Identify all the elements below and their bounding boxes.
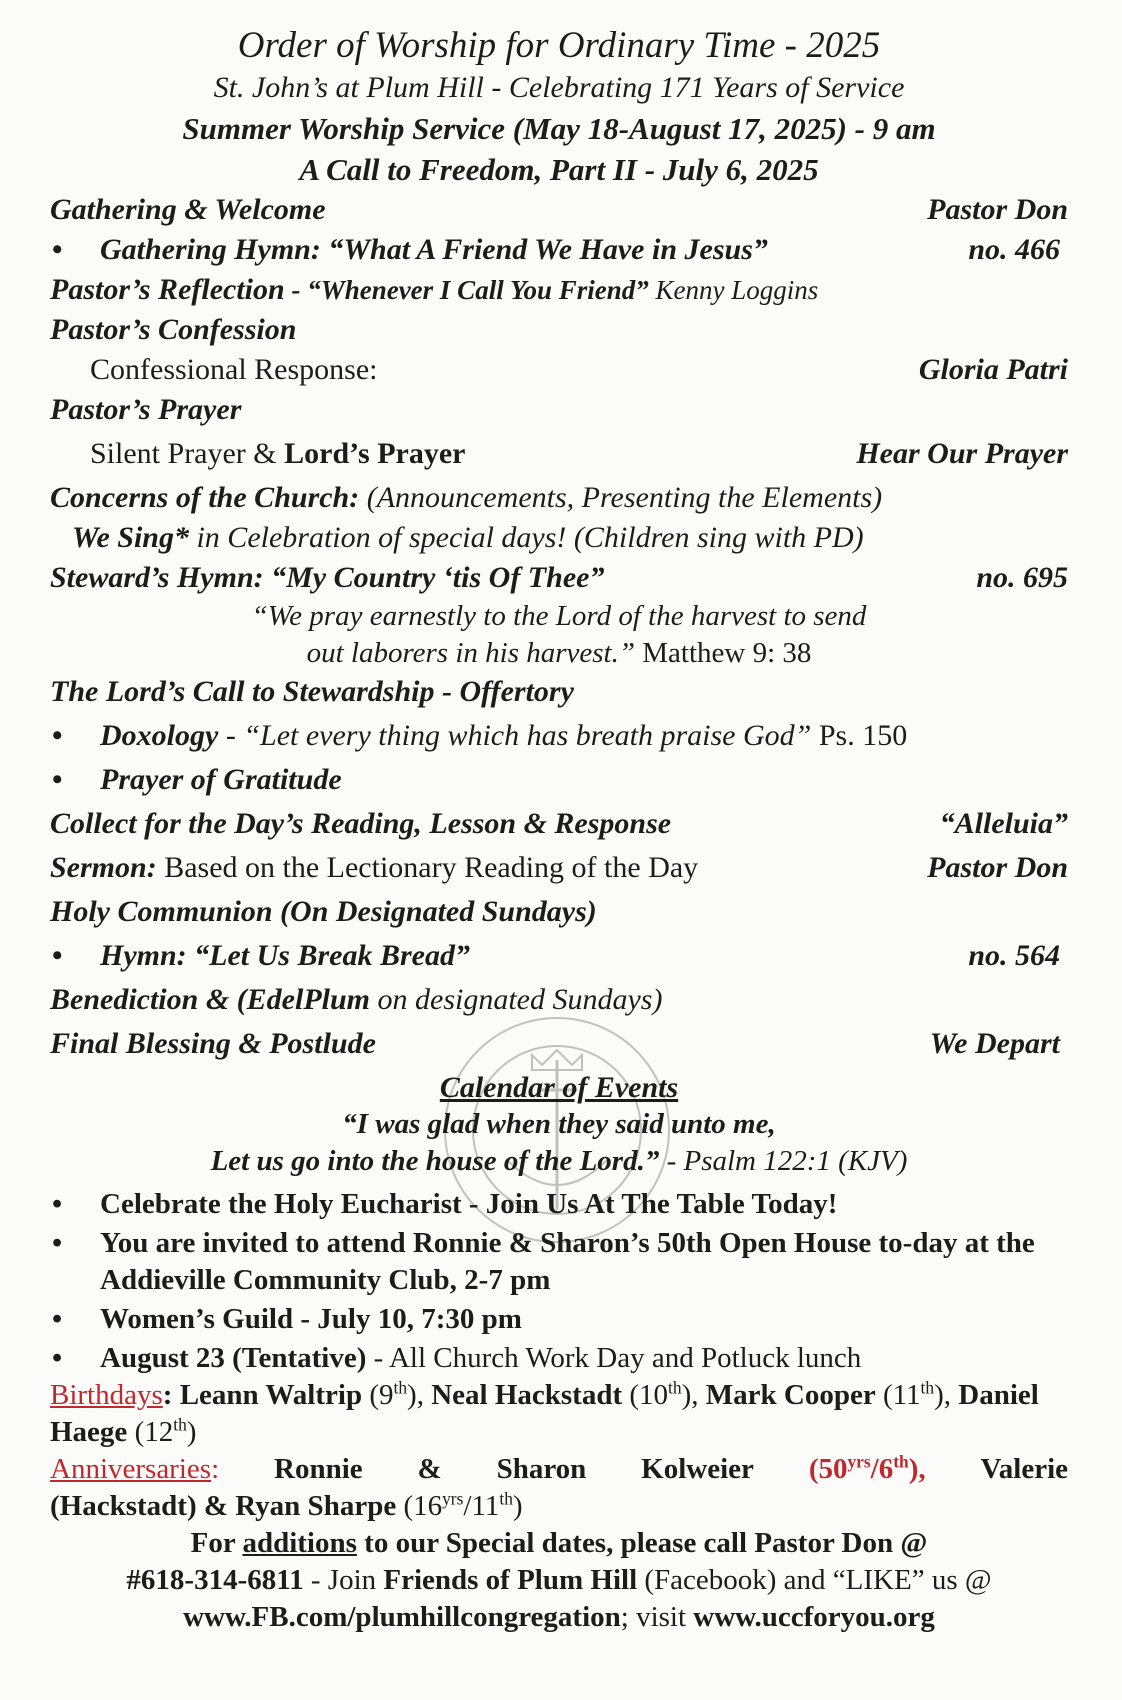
- benediction-detail: on designated Sundays): [370, 983, 663, 1016]
- psalm-line-1: “I was glad when they said unto me,: [342, 1108, 776, 1140]
- birthday-day: 9: [379, 1379, 394, 1411]
- anniversary-day: 6: [878, 1453, 894, 1485]
- footer-text: ; visit: [620, 1601, 694, 1633]
- sermon-leader: Pastor Don: [927, 851, 1068, 884]
- confessional-response-label: Confessional Response:: [90, 353, 378, 386]
- anniversaries: Anniversaries: Ronnie & Sharon Kolweier $(50^{yrs}/6th)$, Valerie (Hackstadt) & Ryan Sharpe $(16^{yrs}/11th)$: [50, 1451, 1069, 1522]
- sermon-detail: Based on the Lectionary Reading of the Day: [156, 851, 699, 884]
- event-text: - All Church Work Day and Potluck lunch: [366, 1342, 862, 1374]
- ucc-link[interactable]: www.uccforyou.org: [693, 1601, 935, 1633]
- doxology-reference: Ps. 150: [811, 719, 908, 752]
- calendar-event: • You are invited to attend Ronnie & Sharon’s 50th Open House to-day at the Addieville Community Club, 2-7 pm: [50, 1223, 1068, 1299]
- years-suffix: yrs: [442, 1488, 464, 1509]
- verse-line-2: out laborers in his harvest.”: [306, 637, 635, 669]
- footer-contact: [50, 1525, 1068, 1636]
- silent-prayer-response: Hear Our Prayer: [856, 437, 1068, 470]
- steward-hymn-label: Steward’s Hymn: “My Country ‘tis Of Thee”: [50, 561, 605, 594]
- calendar-event: • Women’s Guild - July 10, 7:30 pm: [50, 1299, 1068, 1338]
- years-suffix: yrs: [847, 1451, 871, 1472]
- verse-line-1: “We pray earnestly to the Lord of the harvest to send: [251, 600, 867, 632]
- anniversary-couple-first: Valerie: [980, 1453, 1069, 1485]
- birthday-name: Daniel Haege: [50, 1379, 1039, 1448]
- calendar-event: • Celebrate the Holy Eucharist - Join Us At The Table Today!: [50, 1186, 1068, 1223]
- concerns-detail: (Announcements, Presenting the Elements): [359, 481, 883, 514]
- concerns-label: Concerns of the Church:: [50, 481, 360, 514]
- anniversary-couple: Ronnie & Sharon Kolweier: [274, 1453, 754, 1485]
- order-we-sing: [50, 518, 1068, 558]
- facebook-link[interactable]: www.FB.com/plumhillcongregation: [183, 1601, 621, 1633]
- order-sermon: [50, 848, 1068, 888]
- calendar-events: [50, 1186, 1068, 1377]
- birthday-name: Mark Cooper: [705, 1379, 876, 1411]
- anniversary-day: 11: [471, 1490, 500, 1522]
- birthday-day: 10: [639, 1379, 669, 1411]
- final-blessing-response: We Depart: [929, 1027, 1060, 1060]
- order-steward-hymn: [50, 558, 1068, 598]
- reflection-song: - “Whenever I Call You Friend”: [284, 275, 649, 305]
- order-reflection: [50, 270, 1068, 310]
- reflection-artist: Kenny Loggins: [648, 275, 819, 305]
- doxology-detail: - “Let every thing which has breath praise God”: [218, 719, 812, 752]
- birthday-day: 11: [892, 1379, 921, 1411]
- calendar-psalm: [50, 1106, 1068, 1180]
- birthday-suffix: th: [173, 1414, 187, 1435]
- birthdays-label: Birthdays: [50, 1379, 163, 1411]
- birthdays: Birthdays: Leann Waltrip (9th), Neal Hackstadt (10th), Mark Cooper (11th), Daniel Haege (12th): [50, 1377, 1039, 1448]
- confessional-response-value: Gloria Patri: [918, 353, 1068, 386]
- day-suffix: th: [499, 1488, 513, 1509]
- anniversaries-label: Anniversaries: [50, 1453, 212, 1485]
- sermon-label: Sermon:: [50, 851, 157, 884]
- footer-text: (Facebook) and “LIKE” us @: [637, 1564, 992, 1596]
- order-confession: [50, 310, 1068, 350]
- prayer-label: Pastor’s Prayer: [50, 393, 242, 426]
- footer-additions: additions: [242, 1527, 357, 1559]
- birthday-suffix: th: [393, 1377, 408, 1398]
- birthday-name: Neal Hackstadt: [431, 1379, 623, 1411]
- order-gratitude: [50, 760, 1068, 800]
- psalm-reference: - Psalm 122:1 (KJV): [659, 1145, 908, 1177]
- doxology-label: Doxology: [100, 719, 219, 752]
- communion-hymn-label: • Hymn: “Let Us Break Bread”: [100, 939, 470, 972]
- we-sing-detail: in Celebration of special days! (Children sing with PD): [188, 521, 864, 554]
- order-gathering: [50, 190, 1068, 230]
- collect-label: Collect for the Day’s Reading, Lesson & Response: [50, 807, 672, 840]
- footer-text: to our Special dates, please call Pastor Don @: [356, 1527, 928, 1559]
- gathering-label: Gathering & Welcome: [50, 193, 326, 226]
- order-stewardship: [50, 672, 1068, 712]
- footer-text: - Join: [303, 1564, 384, 1596]
- phone-number: #618-314-6811: [126, 1564, 304, 1596]
- anniversary-years: 50: [818, 1453, 848, 1485]
- service-times: Summer Worship Service (May 18-August 17, 2025) - 9 am: [182, 111, 936, 146]
- final-blessing-label: Final Blessing & Postlude: [50, 1027, 376, 1060]
- birthday-day: 12: [144, 1416, 174, 1448]
- calendar-event: [50, 1338, 1068, 1377]
- anniversary-couple-rest: (Hackstadt) & Ryan Sharpe: [50, 1490, 397, 1522]
- we-sing-label: We Sing*: [72, 521, 189, 554]
- order-collect: [50, 804, 1068, 844]
- psalm-line-2: Let us go into the house of the Lord.”: [210, 1145, 660, 1177]
- event-date: August 23 (Tentative): [100, 1342, 367, 1374]
- stewardship-label: The Lord’s Call to Stewardship - Offertory: [50, 675, 574, 708]
- order-silent-prayer: [50, 434, 1068, 474]
- communion-label: Holy Communion (On Designated Sundays): [50, 895, 597, 928]
- collect-response: “Alleluia”: [939, 807, 1068, 840]
- order-prayer: [50, 390, 1068, 430]
- church-subtitle: St. John’s at Plum Hill - Celebrating 171 Years of Service: [213, 71, 905, 104]
- steward-hymn-number: no. 695: [976, 561, 1068, 594]
- verse-reference: Matthew 9: 38: [635, 637, 812, 669]
- birthday-suffix: th: [668, 1377, 682, 1398]
- facebook-group: Friends of Plum Hill: [383, 1564, 638, 1596]
- page-title: Order of Worship for Ordinary Time - 2025: [237, 25, 881, 66]
- calendar-title: Calendar of Events: [439, 1071, 679, 1104]
- day-suffix: th: [893, 1451, 909, 1472]
- gathering-leader: Pastor Don: [927, 193, 1068, 226]
- confession-label: Pastor’s Confession: [50, 313, 297, 346]
- order-concerns: [50, 478, 1068, 518]
- communion-hymn-number: no. 564: [968, 939, 1060, 972]
- bulletin-page: [50, 22, 1068, 1636]
- scripture-verse: [50, 598, 1068, 672]
- lords-prayer-label: Lord’s Prayer: [284, 437, 466, 470]
- birthday-suffix: th: [920, 1377, 935, 1398]
- order-communion: [50, 892, 1068, 932]
- anniversary-years: 16: [413, 1490, 443, 1522]
- reflection-label: Pastor’s Reflection: [50, 273, 285, 306]
- order-confessional-response: [50, 350, 1068, 390]
- order-final-blessing: [50, 1024, 1068, 1064]
- order-doxology: [50, 716, 1068, 756]
- order-communion-hymn: [50, 936, 1068, 976]
- order-benediction: [50, 980, 1068, 1020]
- gratitude-label: • Prayer of Gratitude: [100, 763, 342, 796]
- gathering-hymn-label: • Gathering Hymn: “What A Friend We Have in Jesus”: [100, 233, 768, 266]
- service-theme: A Call to Freedom, Part II - July 6, 2025: [299, 152, 819, 187]
- benediction-label: Benediction & (EdelPlum: [50, 983, 370, 1016]
- silent-prayer-label: Silent Prayer &: [90, 437, 285, 470]
- birthday-name: Leann Waltrip: [179, 1379, 363, 1411]
- footer-text: For: [190, 1527, 243, 1559]
- order-gathering-hymn: [50, 230, 1068, 270]
- gathering-hymn-number: no. 466: [968, 233, 1060, 266]
